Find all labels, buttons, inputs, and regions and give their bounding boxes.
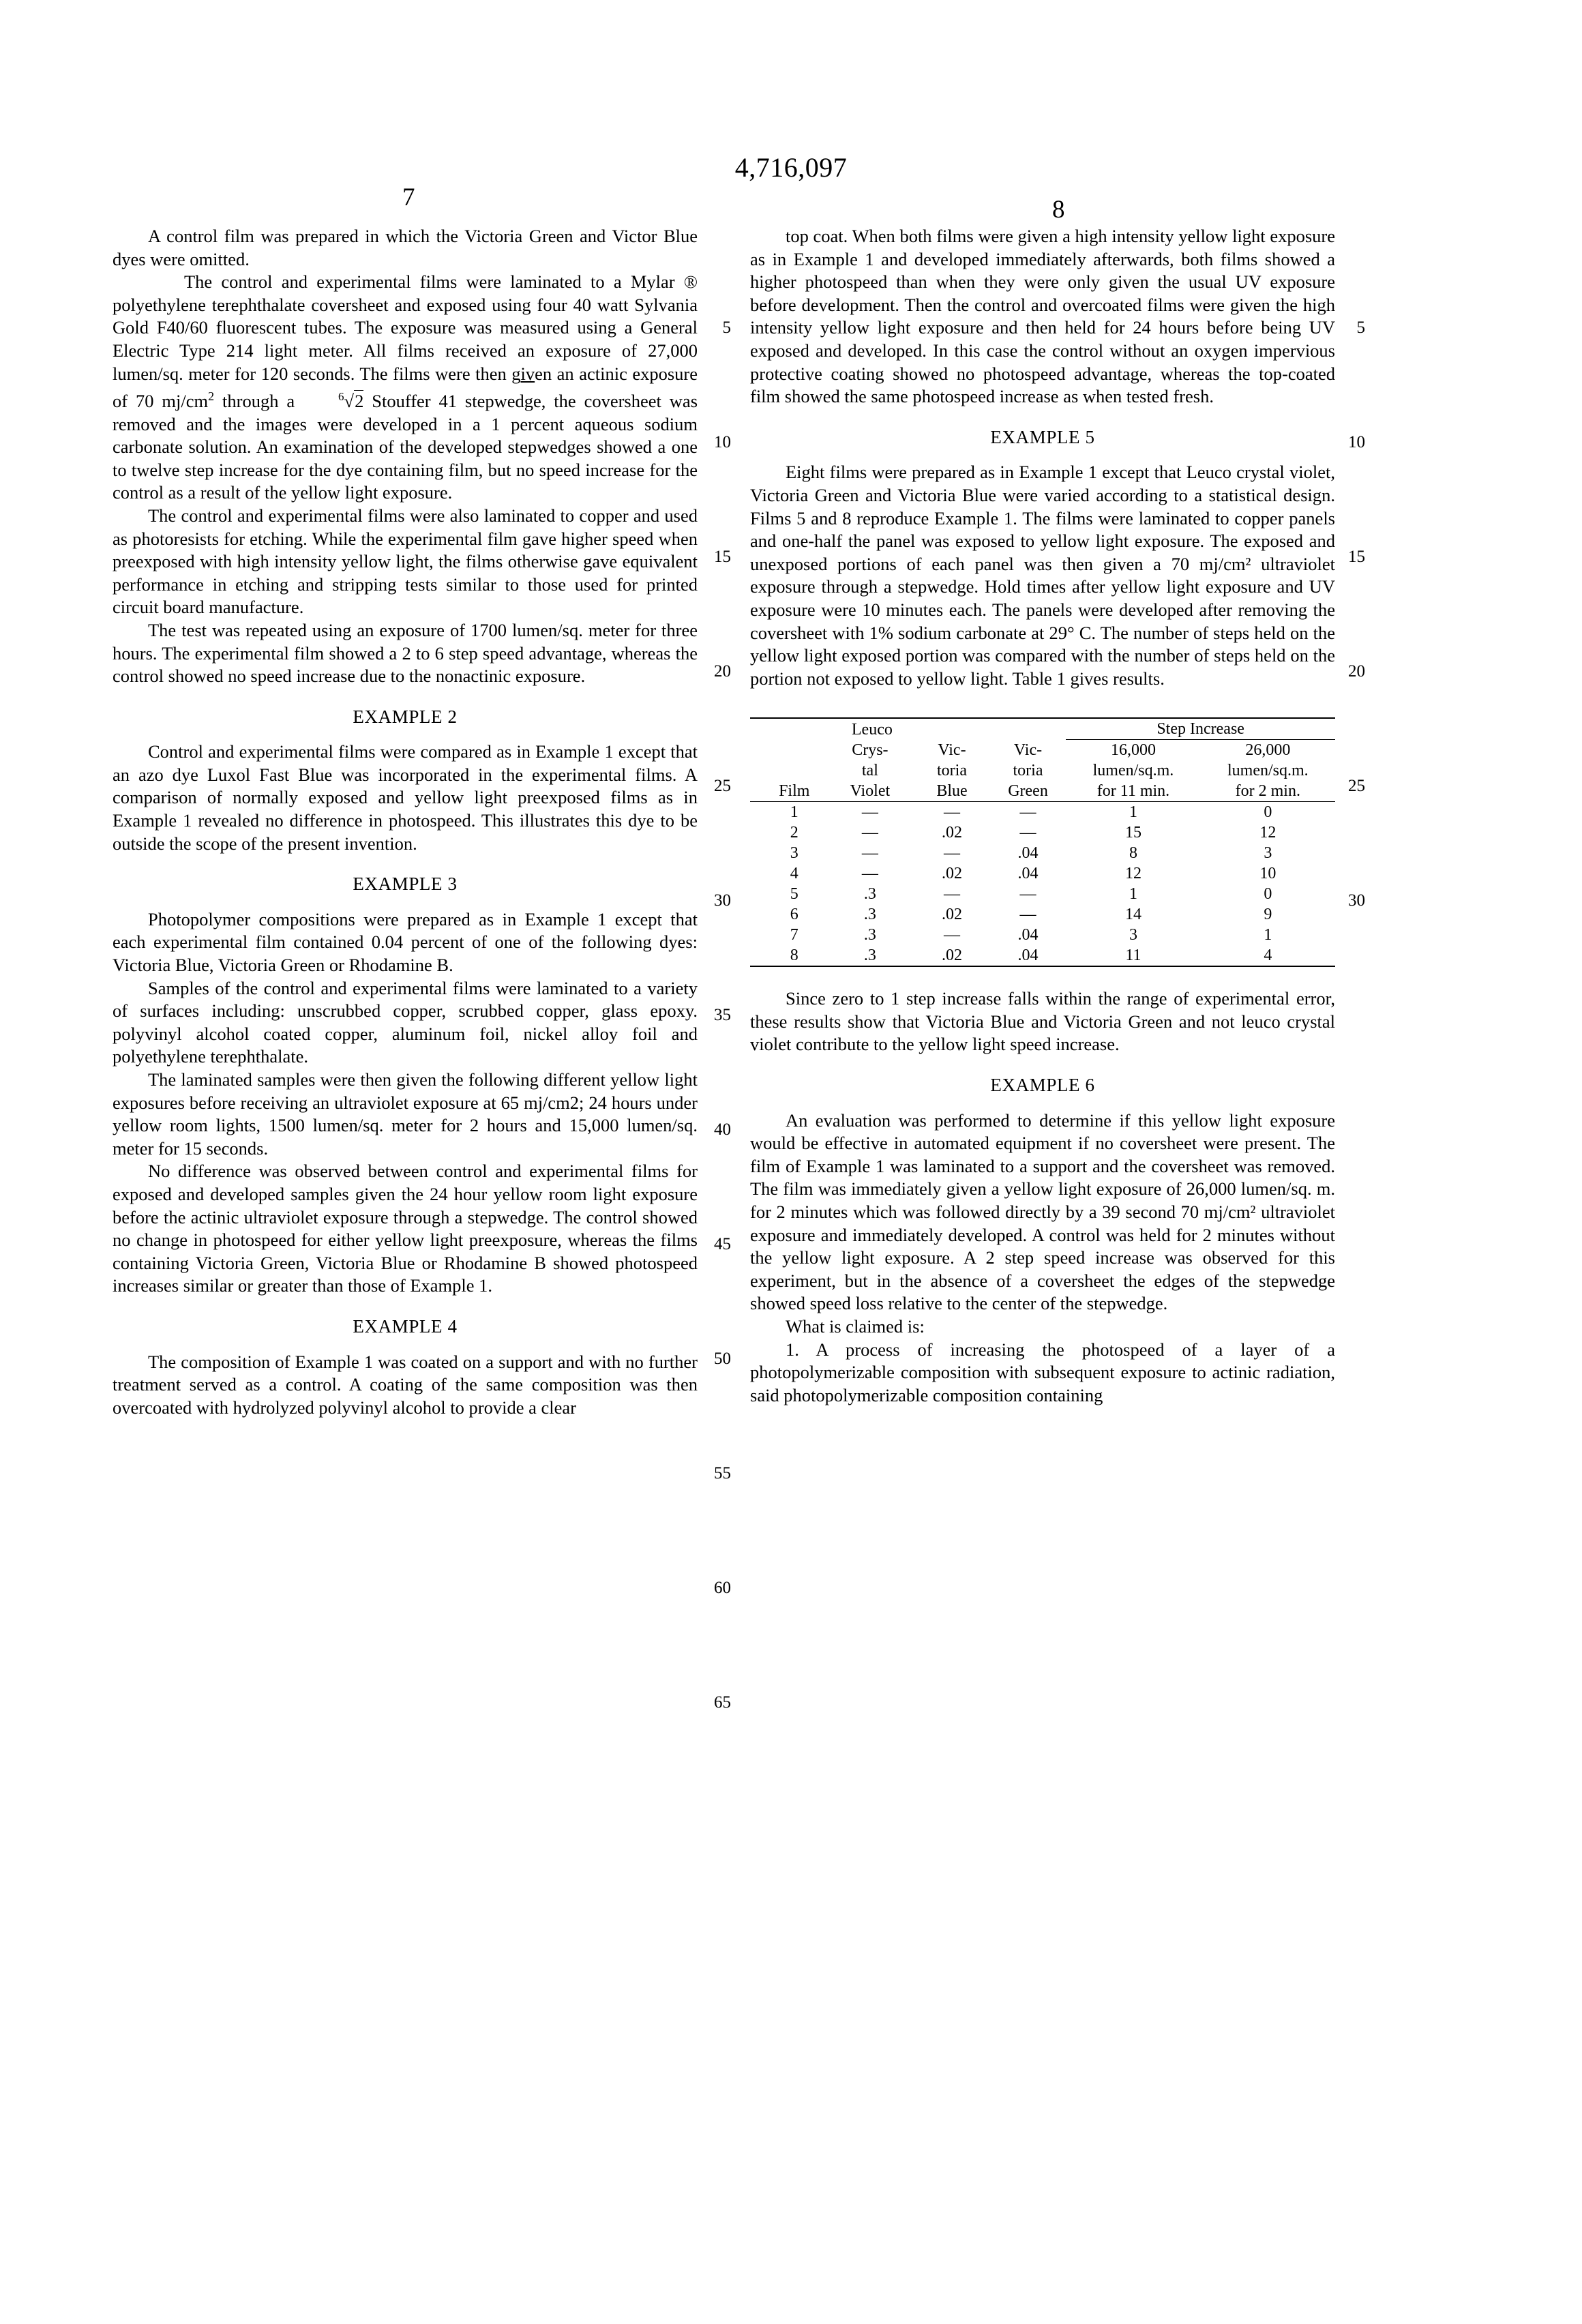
line-number: 30: [714, 891, 731, 910]
cell: .02: [914, 945, 990, 966]
line-number: 60: [714, 1579, 731, 1598]
cell: —: [943, 885, 960, 904]
line-number: 55: [714, 1464, 731, 1483]
heading-example-6: EXAMPLE 6: [990, 1075, 1095, 1096]
paragraph: A control film was prepared in which the Victoria Green and Victor Blue dyes were omitted.: [113, 226, 698, 269]
header-cell: Blue: [914, 781, 990, 802]
cell: —: [1019, 824, 1036, 842]
paragraph: Since zero to 1 step increase falls within the range of experimental error, these results show that Victoria Blue and Victoria Green and not leuco crystal violet contribute to the yellow light speed increase.: [750, 988, 1335, 1055]
left-line-number-gutter: [704, 225, 731, 1714]
header-cell: toria: [1013, 762, 1043, 780]
paragraph: Photopolymer compositions were prepared as in Example 1 except that each experimental film contained 0.04 percent of one of the following dyes: Victoria Blue, Victoria Green or Rhodamine B.: [113, 908, 698, 976]
cell: .3: [826, 945, 914, 966]
cell: 8: [750, 945, 826, 966]
table-header-row-group: [750, 718, 1335, 740]
header-cell-film: Film: [750, 781, 826, 802]
header-cell: [750, 760, 826, 781]
line-number: 35: [714, 1006, 731, 1025]
right-line-number-gutter: [1338, 225, 1365, 912]
line-number: 15: [714, 548, 731, 567]
heading-example-2: EXAMPLE 2: [353, 706, 458, 727]
cell: 2: [790, 824, 799, 842]
left-column-page-number: 7: [402, 183, 415, 211]
header-leuco: Leuco: [826, 718, 914, 740]
cell: .3: [863, 885, 876, 904]
header-cell: lumen/sq.m.: [1092, 762, 1174, 780]
cell: 12: [1259, 824, 1277, 842]
cell: —: [861, 824, 878, 842]
cell: 14: [1124, 906, 1141, 924]
paragraph: The control and experimental films were laminated to a Mylar ® polyethylene terephthalate coversheet and exposed using four 40 watt Sylvania Gold F40/60 fluorescent tubes. The exposure was measured using a General Electric Type 214 light meter. All films received an exposure of 27,000 lumen/sq. meter for 120 seconds. The films were then given an actinic exposure of 70 $mj/cm^2$ through a $^6$√2 Stouffer 41 stepwedge, the coversheet was removed and the images were developed in a 1 percent aqueous sodium carbonate solution. An examination of the developed stepwedges showed a one to twelve step increase for the dye containing film, but no speed increase for the control as a result of the yellow light exposure.: [113, 271, 698, 503]
line-number: 20: [714, 662, 731, 681]
table-row: [750, 843, 1335, 863]
paragraph: The control and experimental films were also laminated to copper and used as photoresists for etching. While the experimental film gave higher speed when preexposed with high intensity yellow light, the films otherwise gave equivalent performance in etching and stripping tests similar to those used for printed circuit board manufacture.: [113, 505, 698, 618]
cell: .04: [1017, 926, 1039, 944]
right-text-column: [750, 225, 1335, 1407]
cell: 11: [1066, 945, 1200, 966]
line-number: 25: [714, 777, 731, 796]
cell: —: [861, 803, 878, 822]
paragraph: An evaluation was performed to determine if this yellow light exposure would be effective in automated equipment if no coversheet were present. The film of Example 1 was laminated to a support and the coversheet was removed. The film was immediately given a yellow light exposure of 26,000 lumen/sq. m. for 2 minutes which was followed directly by a 39 second 70 mj/cm² ultraviolet exposure and immediately developed. A control was held for 2 minutes without the yellow light exposure. A 2 step speed increase was observed for this experiment, but in the absence of a coversheet the edges of the stepwedge showed speed loss relative to the center of the stepwedge.: [750, 1109, 1335, 1314]
table-row: [750, 945, 1335, 966]
claim-1: 1. A process of increasing the photospeed of a layer of a photopolymerizable composition with subsequent exposure to actinic radiation, said photopolymerizable composition containing: [750, 1339, 1335, 1405]
cell: —: [943, 844, 960, 863]
paragraph: The composition of Example 1 was coated on a support and with no further treatment served as a control. A coating of the same composition was then overcoated with hydrolyzed polyvinyl alcohol to provide a clear: [113, 1351, 698, 1418]
line-number: 10: [714, 433, 731, 452]
header-cell: Vic-: [938, 741, 966, 760]
table-row: [750, 904, 1335, 925]
header-step-increase: Step Increase: [1066, 718, 1335, 740]
cell: 1: [790, 803, 799, 822]
cell: —: [1019, 885, 1036, 904]
cell: 7: [790, 926, 799, 944]
cell: 15: [1124, 824, 1141, 842]
cell: 10: [1259, 865, 1277, 883]
cell: 4: [790, 865, 799, 883]
cell: 1: [1129, 803, 1137, 822]
heading-example-4: EXAMPLE 4: [353, 1315, 458, 1337]
left-text-column: [113, 225, 698, 1419]
table-row: [750, 925, 1335, 945]
cell: 1: [1129, 885, 1137, 904]
cell: 3: [790, 844, 799, 863]
table-1-wrapper: [750, 717, 1335, 967]
header-cell: Vic-: [1013, 741, 1043, 760]
cell: 8: [1129, 844, 1137, 863]
heading-example-5: EXAMPLE 5: [990, 426, 1095, 447]
table-step-increase: [750, 717, 1335, 967]
table-row: [750, 802, 1335, 823]
header-cell: Violet: [826, 781, 914, 802]
header-cell: lumen/sq.m.: [1227, 762, 1309, 780]
cell: 9: [1264, 906, 1272, 924]
header-cell: tal: [861, 762, 878, 780]
table-header-row-1: [750, 740, 1335, 761]
cell: .02: [941, 906, 962, 924]
cell: 12: [1124, 865, 1141, 883]
cell: 4: [1201, 945, 1335, 966]
line-number: 20: [1348, 662, 1365, 681]
paragraph: top coat. When both films were given a high intensity yellow light exposure as in Example 1 and developed immediately afterwards, both films showed a higher photospeed than when they were only given the usual UV exposure before development. Then the control and overcoated films were given the high intensity yellow light exposure and then held for 24 hours before being UV exposed and developed. In this case the control without an oxygen impervious protective coating showed no photospeed advantage, whereas the top-coated film showed the same photospeed increase as when tested fresh.: [750, 226, 1335, 407]
table-row: [750, 884, 1335, 904]
cell: .04: [1017, 865, 1039, 883]
paragraph: Eight films were prepared as in Example 1 except that Leuco crystal violet, Victoria Green and Victoria Blue were varied according to a statistical design. Films 5 and 8 reproduce Example 1. The films were laminated to copper panels and one-half the panel was exposed to yellow light exposure. The exposed and unexposed portions of each panel was then given a 70 mj/cm² ultraviolet exposure through a stepwedge. Hold times after yellow light exposure and UV exposure were 10 minutes each. The panels were developed after removing the coversheet with 1% sodium carbonate at 29° C. The number of steps held on the yellow light exposed portion was compared with the number of steps held on the portion not exposed to yellow light. Table 1 gives results.: [750, 462, 1335, 689]
cell: 3: [1129, 926, 1137, 944]
line-number: 30: [1348, 891, 1365, 910]
header-cell: 16,000: [1110, 741, 1156, 760]
header-cell: 26,000: [1245, 741, 1291, 760]
line-number: 65: [714, 1693, 731, 1712]
cell: 6: [790, 906, 799, 924]
line-number: 45: [714, 1235, 731, 1254]
table-header-row-3: [750, 781, 1335, 802]
cell: 0: [1264, 803, 1272, 822]
line-number: 5: [722, 318, 731, 338]
table-header-row-2: [750, 760, 1335, 781]
paragraph: The test was repeated using an exposure of 1700 lumen/sq. meter for three hours. The experimental film showed a 2 to 6 step speed advantage, whereas the control showed no speed increase due to the nonactinic exposure.: [113, 619, 698, 687]
cell: —: [943, 803, 960, 822]
cell: 1: [1264, 926, 1272, 944]
line-number: 50: [714, 1350, 731, 1369]
line-number: 5: [1356, 318, 1365, 338]
header-cell: for 11 min.: [1066, 781, 1200, 802]
table-row: [750, 863, 1335, 884]
header-cell: Green: [990, 781, 1066, 802]
cell: .04: [1017, 844, 1039, 863]
patent-number: 4,716,097: [734, 152, 848, 183]
right-column-page-number: 8: [1052, 196, 1065, 224]
cell: 5: [790, 885, 799, 904]
line-number: 25: [1348, 777, 1365, 796]
line-number: 40: [714, 1120, 731, 1139]
cell: .3: [863, 926, 876, 944]
cell: .3: [863, 906, 876, 924]
cell: 3: [1264, 844, 1272, 863]
cell: .04: [990, 945, 1066, 966]
header-cell: toria: [936, 762, 967, 780]
header-cell: for 2 min.: [1201, 781, 1335, 802]
cell: .02: [941, 865, 962, 883]
line-number: 10: [1348, 433, 1365, 452]
paragraph: No difference was observed between control and experimental films for exposed and developed samples given the 24 hour yellow room light exposure before the actinic ultraviolet exposure through a stepwedge. The control showed no change in photospeed for either yellow light preexposure, whereas the films containing Victoria Green, Victoria Blue or Rhodamine B showed photospeed increases similar or greater than those of Example 1.: [113, 1161, 698, 1296]
paragraph: The laminated samples were then given the following different yellow light exposures before receiving an ultraviolet exposure at 65 mj/cm2; 24 hours under yellow room lights, 1500 lumen/sq. meter for 2 hours and 15,000 lumen/sq. meter for 15 seconds.: [113, 1069, 698, 1159]
header-cell: [750, 740, 826, 761]
paragraph: Samples of the control and experimental films were laminated to a variety of surfaces including: unscrubbed copper, scrubbed copper, glass epoxy. polyvinyl alcohol coated copper, aluminum foil, nickel alloy foil and polyethylene terephthalate.: [113, 977, 698, 1067]
header-cell: Crys-: [852, 741, 889, 760]
cell: —: [943, 926, 960, 944]
sixth-root-two: $^6$√2: [338, 390, 364, 411]
registered-trademark-icon: ®: [683, 271, 698, 293]
line-number: 15: [1348, 548, 1365, 567]
claims-intro: What is claimed is:: [786, 1316, 925, 1337]
paragraph: Control and experimental films were compared as in Example 1 except that an azo dye Luxol Fast Blue was incorporated in the experimental films. A comparison of normally exposed and yellow light preexposed films as in Example 1 revealed no difference in photospeed. This illustrates this dye to be outside the scope of the present invention.: [113, 741, 698, 854]
cell: —: [861, 865, 878, 883]
cell: —: [1019, 906, 1036, 924]
cell: —: [861, 844, 878, 863]
cell: .02: [941, 824, 962, 842]
heading-example-3: EXAMPLE 3: [353, 874, 458, 895]
table-row: [750, 822, 1335, 843]
cell: —: [1019, 803, 1036, 822]
cell: 0: [1264, 885, 1272, 904]
